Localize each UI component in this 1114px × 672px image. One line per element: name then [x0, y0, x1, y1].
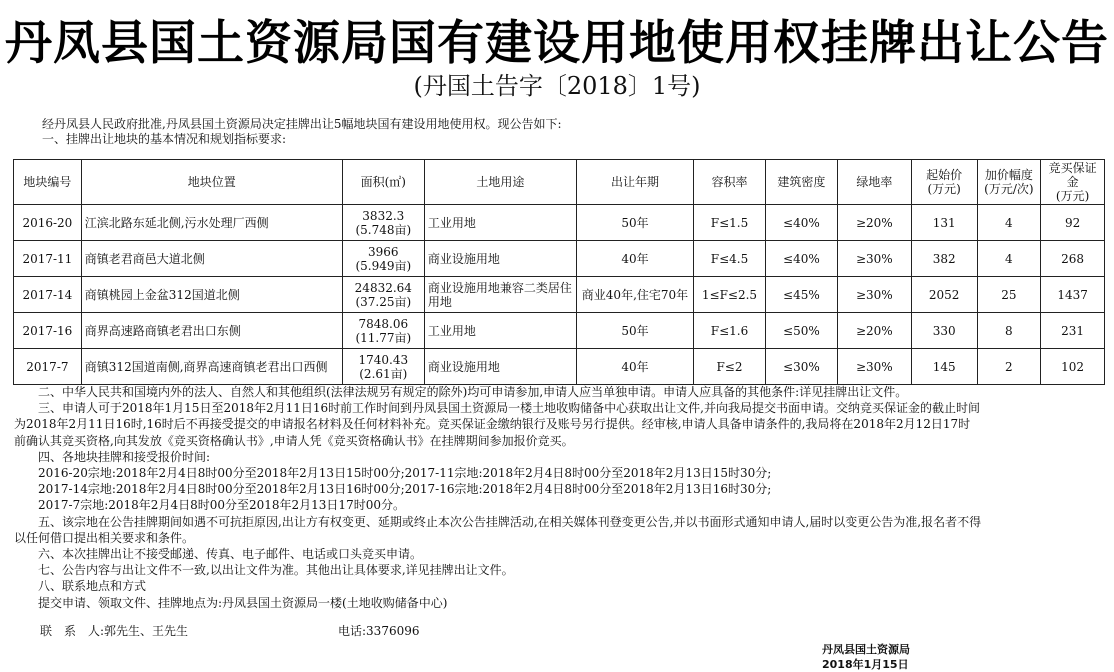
col-header: 加价幅度 (万元/次) — [977, 160, 1041, 205]
paragraph-application-cont: 前确认其竞买资格,向其发放《竞买资格确认书》,申请人凭《竞买资格确认书》在挂牌期间参加报价竞买。 — [14, 433, 574, 448]
paragraph-precedence: 七、公告内容与出让文件不一致,以出让文件为准。其他出让具体要求,详见挂牌出让文件。 — [38, 563, 514, 578]
table-row — [14, 205, 1105, 241]
lease-term: 40年 — [576, 349, 693, 385]
schedule-line: 2017-14宗地:2018年2月4日8时00分至2018年2月13日16时00分;2017-16宗地:2018年2月4日8时00分至2018年2月13日16时30分; — [38, 482, 772, 497]
deposit: 268 — [1041, 241, 1105, 277]
contact-persons: 联 系 人:郭先生、王先生 — [40, 624, 189, 638]
contact-phone: 电话:3376096 — [338, 624, 420, 638]
table-row — [14, 277, 1105, 313]
parcel-location: 商镇312国道南侧,商界高速商镇老君出口西侧 — [81, 349, 342, 385]
green-ratio: ≥30% — [837, 277, 911, 313]
building-density: ≤40% — [765, 241, 837, 277]
land-use: 工业用地 — [424, 313, 576, 349]
bid-increment: 4 — [977, 241, 1041, 277]
land-use: 商业设施用地 — [424, 349, 576, 385]
document-number: (丹国土告字〔2018〕1号) — [413, 72, 701, 100]
col-header: 容积率 — [694, 160, 766, 205]
bid-increment: 4 — [977, 205, 1041, 241]
green-ratio: ≥20% — [837, 205, 911, 241]
green-ratio: ≥20% — [837, 313, 911, 349]
parcel-location: 商界高速路商镇老君出口东侧 — [81, 313, 342, 349]
green-ratio: ≥30% — [837, 241, 911, 277]
issue-date: 2018年1月15日 — [822, 658, 909, 671]
parcel-area: 24832.64 (37.25亩) — [342, 277, 424, 313]
lease-term: 50年 — [576, 205, 693, 241]
deposit: 92 — [1041, 205, 1105, 241]
section-one-heading: 一、挂牌出让地块的基本情况和规划指标要求: — [42, 132, 287, 146]
col-header: 土地用途 — [424, 160, 576, 205]
deposit: 1437 — [1041, 277, 1105, 313]
parcel-id: 2017-11 — [14, 241, 82, 277]
parcel-location: 商镇老君商邑大道北侧 — [81, 241, 342, 277]
bid-increment: 25 — [977, 277, 1041, 313]
table-row — [14, 241, 1105, 277]
contact-line — [40, 622, 420, 639]
parcel-location: 江滨北路东延北侧,污水处理厂西侧 — [81, 205, 342, 241]
start-price: 145 — [911, 349, 977, 385]
col-header: 地块编号 — [14, 160, 82, 205]
floor-area-ratio: 1≤F≤2.5 — [694, 277, 766, 313]
lease-term: 50年 — [576, 313, 693, 349]
parcel-table — [13, 159, 1105, 385]
start-price: 2052 — [911, 277, 977, 313]
schedule-line: 2016-20宗地:2018年2月4日8时00分至2018年2月13日15时00分;2017-11宗地:2018年2月4日8时00分至2018年2月13日15时30分; — [38, 466, 772, 481]
green-ratio: ≥30% — [837, 349, 911, 385]
parcel-id: 2017-16 — [14, 313, 82, 349]
col-header: 出让年期 — [576, 160, 693, 205]
notice-title: 丹凤县国土资源局国有建设用地使用权挂牌出让公告 — [5, 16, 1109, 71]
building-density: ≤45% — [765, 277, 837, 313]
table-row — [14, 313, 1105, 349]
parcel-area: 7848.06 (11.77亩) — [342, 313, 424, 349]
floor-area-ratio: F≤1.6 — [694, 313, 766, 349]
deposit: 231 — [1041, 313, 1105, 349]
col-header: 建筑密度 — [765, 160, 837, 205]
parcel-location: 商镇桃园上金盆312国道北侧 — [81, 277, 342, 313]
notice-body — [14, 384, 1106, 611]
lease-term: 商业40年,住宅70年 — [576, 277, 693, 313]
building-density: ≤50% — [765, 313, 837, 349]
issuer-signature: 丹凤县国土资源局 — [822, 643, 910, 656]
parcel-id: 2017-14 — [14, 277, 82, 313]
land-use: 商业设施用地 — [424, 241, 576, 277]
parcel-area: 3966 (5.949亩) — [342, 241, 424, 277]
section-four-heading: 四、各地块挂牌和接受报价时间: — [38, 449, 211, 464]
col-header: 竞买保证金 (万元) — [1041, 160, 1105, 205]
parcel-area: 1740.43 (2.61亩) — [342, 349, 424, 385]
floor-area-ratio: F≤2 — [694, 349, 766, 385]
col-header: 起始价 (万元) — [911, 160, 977, 205]
intro-paragraph: 经丹凤县人民政府批准,丹凤县国土资源局决定挂牌出让5幅地块国有建设用地使用权。现公告如下: — [42, 117, 562, 131]
col-header: 地块位置 — [81, 160, 342, 205]
bid-increment: 2 — [977, 349, 1041, 385]
parcel-id: 2016-20 — [14, 205, 82, 241]
paragraph-force-majeure-cont: 以任何借口提出相关要求和条件。 — [14, 530, 195, 545]
land-use: 工业用地 — [424, 205, 576, 241]
building-density: ≤40% — [765, 205, 837, 241]
paragraph-no-remote-bids: 六、本次挂牌出让不接受邮递、传真、电子邮件、电话或口头竞买申请。 — [38, 547, 423, 562]
paragraph-force-majeure: 五、该宗地在公告挂牌期间如遇不可抗拒原因,出让方有权变更、延期或终止本次公告挂牌活动,在相关媒体刊登变更公告,并以书面形式通知申请人,届时以变更公告为准,报名者不得 — [38, 514, 982, 529]
section-eight-heading: 八、联系地点和方式 — [38, 579, 147, 594]
schedule-line: 2017-7宗地:2018年2月4日8时00分至2018年2月13日17时00分。 — [38, 498, 405, 513]
contact-address: 提交申请、领取文件、挂牌地点为:丹凤县国土资源局一楼(土地收购储备中心) — [38, 595, 448, 610]
start-price: 131 — [911, 205, 977, 241]
paragraph-application-cont: 为2018年2月11日16时,16时后不再接受提交的申请报名材料及任何材料补充。竞买保证金缴纳银行及账号另行提供。经审核,申请人具备申请条件的,我局将在2018年2月12日17时 — [14, 417, 971, 432]
table-header-row — [14, 160, 1105, 205]
start-price: 330 — [911, 313, 977, 349]
table-row — [14, 349, 1105, 385]
col-header: 面积(㎡) — [342, 160, 424, 205]
paragraph-eligibility: 二、中华人民共和国境内外的法人、自然人和其他组织(法律法规另有规定的除外)均可申请参加,申请人应当单独申请。申请人应具备的其他条件:详见挂牌出让文件。 — [38, 385, 908, 399]
building-density: ≤30% — [765, 349, 837, 385]
floor-area-ratio: F≤1.5 — [694, 205, 766, 241]
floor-area-ratio: F≤4.5 — [694, 241, 766, 277]
bid-increment: 8 — [977, 313, 1041, 349]
land-use: 商业设施用地兼容二类居住用地 — [424, 277, 576, 313]
col-header: 绿地率 — [837, 160, 911, 205]
parcel-id: 2017-7 — [14, 349, 82, 385]
lease-term: 40年 — [576, 241, 693, 277]
paragraph-application: 三、申请人可于2018年1月15日至2018年2月11日16时前工作时间到丹凤县国土资源局一楼土地收购储备中心获取出让文件,并向我局提交书面申请。交纳竞买保证金的截止时间 — [38, 401, 980, 416]
parcel-area: 3832.3 (5.748亩) — [342, 205, 424, 241]
start-price: 382 — [911, 241, 977, 277]
deposit: 102 — [1041, 349, 1105, 385]
